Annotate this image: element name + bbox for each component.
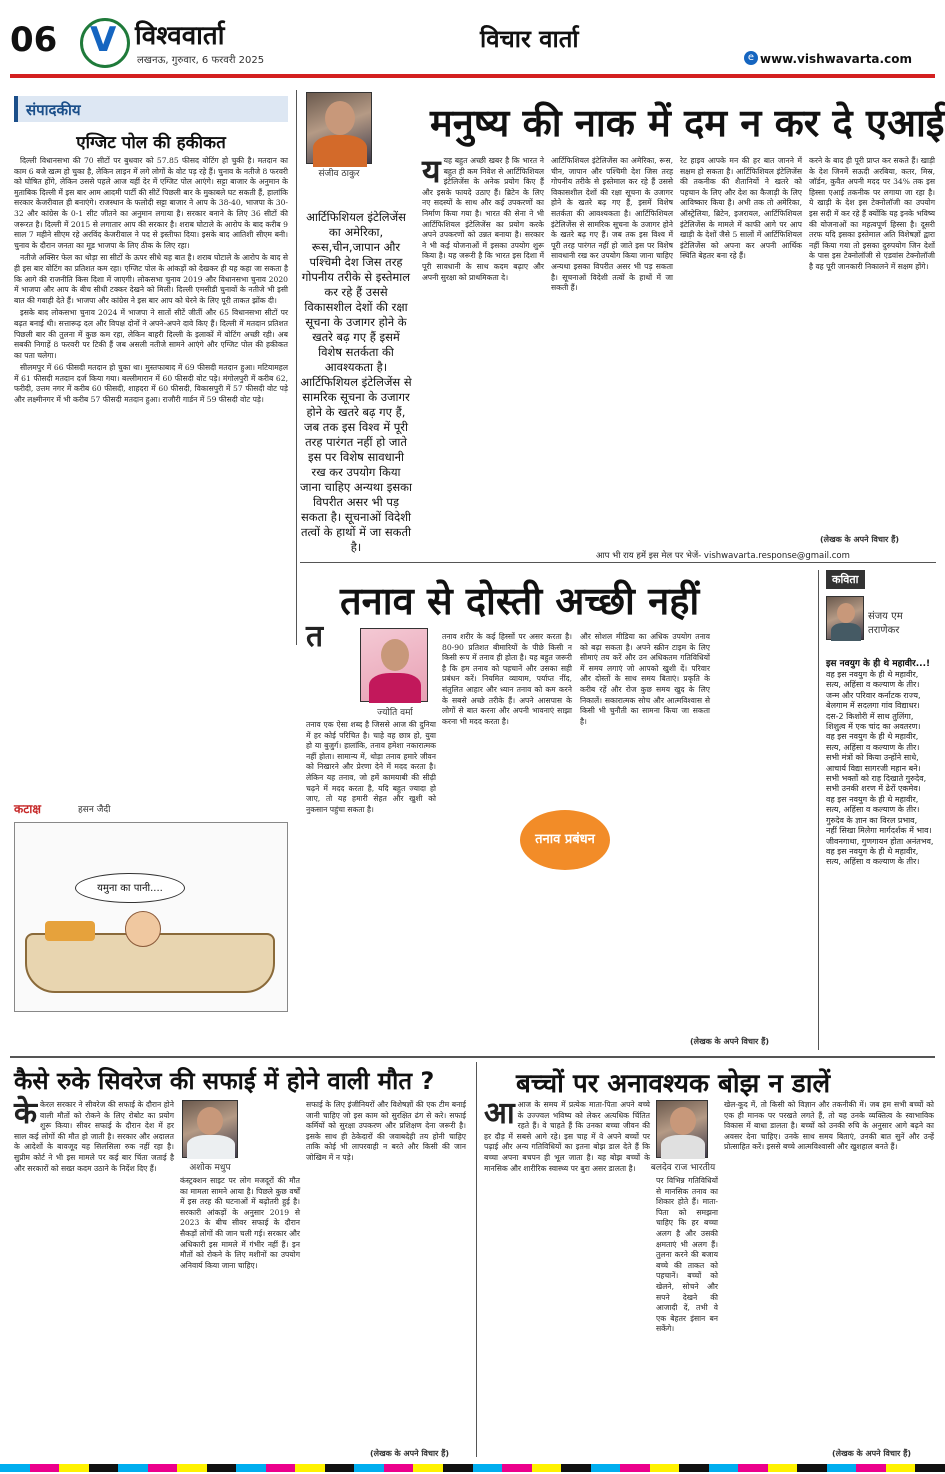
column-divider <box>818 570 819 1050</box>
poem-line: सभी भक्तों को राह दिखाते गुरुदेव, <box>826 774 927 784</box>
cartoon-panel <box>14 822 288 1012</box>
poem-line: आचार्य विद्या सागरजी महान बने। <box>826 763 921 773</box>
poem-line: जन्म और परिवार कर्नाटक राज्य, <box>826 690 921 700</box>
signoff-sewer: (लेखक के अपने विचार हैं) <box>370 1449 449 1458</box>
editorial-body <box>14 156 288 796</box>
poem-line: गुरुदेव के ज्ञान का विरल प्रभाव, <box>826 815 918 825</box>
column-divider <box>296 90 297 645</box>
author-photo-ai <box>306 92 372 164</box>
web-e-icon: e <box>744 51 758 65</box>
editorial-paragraph: सीलमपुर में 66 फीसदी मतदान हो चुका था। मुस्तफाबाद में 69 फीसदी मतदान हुआ। मटियामहल में 61 फीसदी मतदान दर्ज किया गया। बल्लीमारान में 60 फीसदी वोट पड़े। मंगोलपुरी में करीब 62, फरीदी, उत्तम नगर में करीब 60 फीसदी, शाहदरा में 60 फीसदी, विकासपुरी में 57 फीसदी वोट पड़े और लक्ष्मीनगर में भी करीब 57 फीसदी मतदान हुआ। राजौरी गार्डन में 59 फीसदी वोट पड़े। <box>14 363 288 405</box>
tap-illustration <box>45 921 95 941</box>
article-stress-col3: और सोशल मीडिया का अधिक उपयोग तनाव को बढ़ा सकता है। अपने स्क्रीन टाइम के लिए सीमाएं तय करें और उन अधिकतम गतिविधियों में समय लगाएं जो आपको खुशी दें। परिवार और दोस्तों के साथ समय बिताएं। प्रकृति के करीब रहें और रोज कुछ समय खुद के लिए निकालें। सकारात्मक सोच और आत्मविश्वास से किसी भी चुनौती का सामना किया जा सकता है। <box>580 632 710 726</box>
poem-line: सत्य, अहिंसा व कल्याण के तीर। <box>826 857 920 867</box>
website-link[interactable]: www.vishwavarta.com <box>760 52 912 66</box>
poem-line: वह इस नवयुग के ही थे महावीर, <box>826 846 919 856</box>
poem-line: सत्य, अहिंसा व कल्याण के तीर। <box>826 742 920 752</box>
poem-line: सभी मंत्रों को किया उन्होंने साधे, <box>826 753 919 763</box>
print-registration-strip <box>0 1462 945 1474</box>
poem-label: कविता <box>826 570 865 589</box>
poet-photo <box>826 596 864 640</box>
article-children-col1 <box>484 1096 650 1455</box>
signoff-children: (लेखक के अपने विचार हैं) <box>832 1449 911 1458</box>
editorial-title: एग्जिट पोल की हकीकत <box>76 133 226 153</box>
dropcap: के <box>14 1096 38 1131</box>
poem-line: बेलगाम में सदलगा गांव विद्याधर। <box>826 701 920 711</box>
article-sewer-col2: कंस्ट्रक्शन साइट पर लोग मजदूरों की मौत का मामला सामने आया है। पिछले कुछ वर्षों में इस तरह की घटनाओं में बढ़ोतरी हुई है। सरकारी आंकड़ों के अनुसार 2019 से 2023 के बीच सीवर सफाई के दौरान सैकड़ों लोगों की जान चली गई। सरकार और अधिकारी इस मामले में गंभीर नहीं हैं। इन मौतों को रोकने के लिए मशीनों का उपयोग अनिवार्य किया जाना चाहिए। <box>180 1176 300 1270</box>
article-ai-col4: करने के बाद ही पूरी प्राप्त कर सकते हैं। खाड़ी के देश जिनमें सऊदी अरबिया, कतर, मिस्र, जॉर्डन, कुवैत अपनी मदद पर 34% तक इस हिस्सा एआई तकनीक पर लगाया जा रहा है। ये खाड़ी के देश इस टेक्नोलॉजी का उपयोग इस सदी में कर रहे हैं क्योंकि यह इनके भविष्य की योजनाओं का महत्वपूर्ण हिस्सा है। दूसरी तरफ यदि इसका इस्तेमाल अति विशेषज्ञों द्वारा नहीं किया गया तो इसका दुरुपयोग जिन देशों के पास इस टेक्नोलॉजी से एडवांस टेक्नोलॉजी है वह पूरी जानकारी निकालने में सक्षम होंगे। <box>809 156 935 271</box>
section-title: विचार वार्ता <box>480 25 579 53</box>
article-sewer-col1 <box>14 1096 174 1455</box>
article-stress-col1: तनाव एक ऐसा शब्द है जिससे आज की दुनिया में हर कोई परिचित है। चाहे वह छात्र हो, युवा हो या बुजुर्ग। हालांकि, तनाव हमेशा नकारात्मक नहीं होता। सामान्य में, थोड़ा तनाव हमारे जीवन को निखारने और प्रेरणा देने में मदद करता है। लेकिन यह तनाव, जो हमें कामयाबी की सीढ़ी चढ़ने में मदद करता है, यदि बहुत ज्यादा हो जाए, तो यह हमारी सेहत और खुशी को नुकसान पहुंचा सकता है। <box>306 720 436 814</box>
dropcap: आ <box>484 1096 515 1131</box>
poem-body <box>826 670 934 868</box>
editorial-paragraph: दिल्ली विधानसभा की 70 सीटों पर बुधवार को 57.85 फीसद वोटिंग हो चुकी है। मतदान का काम 6 बजे खत्म हो चुका है, लेकिन लाइन में लगे लोगों के वोट पड़ रहे हैं। चुनाव के नतीजे 8 फरवरी को घोषित होंगे, लेकिन उससे पहले आज यहीं देर में एग्जिट पोल आएंगे। सट्टा बाजार के अनुमान के मुताबिक दिल्ली में इस बार आम आदमी पार्टी की सीटें पिछली बार के मुकाबले घट सकती हैं, हालांकि सरकार केजरीवाल ही बनाएंगे। राजस्थान के फलोदी सट्टा बाजार ने आप के 38-40, भाजपा के 30-32 और कांग्रेस के 0-1 सीट जीतने का अनुमान लगाया है। सरकार बनाने के लिए 36 सीटों की जरूरत है। दिल्ली में 2015 से लगातार आप की सरकार है। शराब घोटाले के आरोप के बाद करीब 9 साल 7 महीने सीएम रहे अरविंद केजरीवाल ने पद से इस्तीफा दिया। इसके बाद आतिशी सीएम बनी। चुनाव के दौरान जनता का मूड भाजपा के लिए ठीक के लिए रहा। <box>14 156 288 250</box>
author-name-stress: ज्योति वर्मा <box>377 708 413 718</box>
poem-line: दस-2 किशोरी में साथ तुलिंगा, <box>826 711 914 721</box>
brand-name: विश्ववार्ता <box>135 21 225 51</box>
speech-bubble: यमुना का पानी.... <box>75 873 185 903</box>
article-sewer-col1-text: केरल सरकार ने सीवरेज की सफाई के दौरान होने वाली मौतों को रोकने के लिए रोबोट का प्रयोग शुरू किया। सीवर सफाई के दौरान देश में हर साल कई लोगों की मौत हो जाती है। सरकार और अदालत के आदेशों के बावजूद यह सिलसिला रुक नहीं रहा है। सुप्रीम कोर्ट ने भी इस मामले पर कई बार चिंता जताई है और सरकारों को सख्त कदम उठाने के निर्देश दिए हैं। <box>14 1100 174 1173</box>
dropcap-stress: त <box>306 619 324 654</box>
author-photo-stress <box>360 628 428 702</box>
headline-children: बच्चों पर अनावश्यक बोझ न डालें <box>516 1069 831 1099</box>
author-photo-children <box>656 1100 708 1158</box>
article-ai-col1 <box>422 152 544 541</box>
poem-line: वह इस नवयुग के ही थे महावीर, <box>826 794 919 804</box>
editorial-label: संपादकीय <box>14 96 288 122</box>
author-photo-sewer <box>182 1100 238 1158</box>
poem-line: सत्य, अहिंसा व कल्याण के तीर। <box>826 805 920 815</box>
contact-note: आप भी राय हमें इस मेल पर भेजें- vishwavarta.response@gmail.com <box>596 551 850 561</box>
pullquote-ai: आर्टिफिशियल इंटेलिजेंस का अमेरिका, रूस,चीन,जापान और पश्चिमी देश जिस तरह गोपनीय तरीके से इस्तेमाल कर रहे हैं उससे विकासशील देशों की रक्षा सूचना के उजागर होने के खतरे बढ़ गए हैं इसमें विशेष सतर्कता की आवश्यकता है। आर्टिफिशियल इंटेलिजेंस से सामरिक सूचना के उजागर होने के खतरे बढ़ गए हैं, जब तक इस विश्व में पूरी तरह पारंगत नहीं हो जाते इस पर विशेष सावधानी रख कर उपयोग किया जाना चाहिए अन्यथा इसका विपरीत असर भी पड़ सकता है। सूचनाओं विदेशी तत्वों के हाथों में जा सकती है। <box>300 210 412 554</box>
cartoon-label: कटाक्ष <box>14 802 41 816</box>
poem-title: इस नवयुग के ही थे महावीर...! <box>826 659 931 669</box>
section-divider <box>10 1056 935 1058</box>
page-number: 06 <box>10 20 58 60</box>
headline-ai: मनुष्य की नाक में दम न कर दे एआई <box>430 101 945 145</box>
author-name-ai: संजीव ठाकुर <box>318 169 360 179</box>
editorial-paragraph: इसके बाद लोकसभा चुनाव 2024 में भाजपा ने सातों सीटें जीतीं और 65 विधानसभा सीटों पर बढ़त बनाई थी। सत्तारूढ़ दल और विपक्ष दोनों ने अपने-अपने दावे किए हैं। दिल्ली में मतदान प्रतिशत पिछली बार की तुलना में कुछ कम रहा, लेकिन बाहरी दिल्ली के इलाकों में वोटिंग अच्छी रही। अब सबकी निगाहें 8 फरवरी पर टिकी हैं जब असली नतीजे सामने आएंगे और एग्जिट पोल की हकीकत का पता चलेगा। <box>14 308 288 360</box>
headline-stress: तनाव से दोस्ती अच्छी नहीं <box>340 579 700 623</box>
tag-badge: तनाव प्रबंधन <box>520 810 610 870</box>
section-divider <box>300 562 936 563</box>
masthead-rule <box>10 74 935 78</box>
dateline: लखनऊ, गुरुवार, 6 फरवरी 2025 <box>137 55 265 66</box>
logo-mark-icon: V <box>90 20 117 60</box>
poem-line: वह इस नवयुग के ही थे महावीर, <box>826 732 919 742</box>
column-divider <box>476 1062 477 1457</box>
article-children-col1-text: आज के समय में प्रत्येक माता-पिता अपने बच्चे के उज्ज्वल भविष्य को लेकर अत्यधिक चिंतित रहते हैं। वे चाहते हैं कि उनका बच्चा जीवन की हर दौड़ में सबसे आगे रहे। इस चाह में वे अपने बच्चों पर पढ़ाई और अन्य गतिविधियों का इतना बोझ डाल देते हैं कि बच्चा अपना बचपन ही भूल जाता है। यह बोझ बच्चों के मानसिक और शारीरिक स्वास्थ्य पर बुरा असर डालता है। <box>484 1100 650 1173</box>
article-stress-col2: तनाव शरीर के कई हिस्सों पर असर करता है। 80-90 प्रतिशत बीमारियों के पीछे किसी न किसी रूप में तनाव ही होता है। यह बहुत जरूरी है कि हम तनाव को पहचानें और उसका सही प्रबंधन करें। नियमित व्यायाम, पर्याप्त नींद, संतुलित आहार और ध्यान तनाव को कम करने के सबसे अच्छे तरीके हैं। अपने आसपास के लोगों से बात करना और अपनी भावनाएं साझा करना भी मदद करता है। <box>442 632 572 726</box>
poem-line: सत्य, अहिंसा व कल्याण के तीर। <box>826 680 920 690</box>
poem-line: नहीं सिखा मिलेगा मार्गदर्शक में भाव। <box>826 826 932 836</box>
poem-line: वह इस नवयुग के ही थे महावीर, <box>826 670 919 679</box>
signoff-stress: (लेखक के अपने विचार हैं) <box>690 1037 769 1046</box>
character-head-illustration <box>125 911 161 947</box>
author-name-children: बलदेव राज भारतीय <box>650 1163 716 1173</box>
article-ai-col2: आर्टिफिशियल इंटेलिजेंस का अमेरिका, रूस, चीन, जापान और पश्चिमी देश जिस तरह गोपनीय तरीके से इस्तेमाल कर रहे हैं उससे विकासशील देशों की रक्षा सूचना के उजागर होने के खतरे बढ़ गए हैं, इसमें विशेष सतर्कता की आवश्यकता है। आर्टिफिशियल इंटेलिजेंस से सामरिक सूचना के उजागर होने के खतरे बढ़ गए हैं। जब तक इस विश्व में पूरी तरह पारंगत नहीं हो जाते इस पर विशेष सावधानी रख कर उपयोग किया जाना चाहिए अन्यथा इसका विपरीत असर भी पड़ सकता है। सूचनाओं विदेशी तत्वों के हाथों में जा सकती हैं। <box>551 156 673 293</box>
dropcap: य <box>422 152 441 190</box>
article-ai-col3: रेट हाइव आपके मन की हर बात जानने में सक्षम हो सकता है। आर्टिफिशियल इंटेलिजेंस की तकनीक की शैतानियों ने खतरे को पहचान के लिए और देश का कैजाड़ी के लिए आविष्कार किया है। अभी तक तो अमेरिका, ऑस्ट्रेलिया, ब्रिटेन, इजरायल, आर्टिफिशियल इंटेलिजेंस के मामले में काफी आगे पर आप खाड़ी के देशों जैसे 5 सालों में आर्टिफिशियल इंटेलिजेंस को अपना कर अपनी आर्थिक स्थिति बेहतर बना रहे हैं। <box>680 156 802 261</box>
article-ai-col1-text: यह बहुत अच्छी खबर है कि भारत ने बहुत ही कम निवेश से आर्टिफिशियल इंटेलिजेंस के अनेक प्रयोग किए हैं और इसके फायदे उठाए हैं। ब्रिटेन के लिए नए सदस्यों के साथ और कई उपकरणों का निर्माण किया गया है। भारत की सेना ने भी आर्टिफिशियल इंटेलिजेंस का प्रयोग करके अपने उपकरणों को उन्नत बनाया है। सरकार ने भी कई योजनाओं में इसका उपयोग शुरू किया है। यह जरूरी है कि भारत इस दिशा में पूरी सावधानी के साथ कदम बढ़ाए और अपनी सुरक्षा को प्राथमिकता दे। <box>422 156 544 282</box>
poet-name: संजय एम तराणेकर <box>868 611 903 636</box>
headline-sewer: कैसे रुके सिवरेज की सफाई में होने वाली मौत ? <box>14 1067 435 1095</box>
article-children-col3: खेल-कूद में, तो किसी को विज्ञान और तकनीकी में। जब हम सभी बच्चों को एक ही मानक पर परखते लगते हैं, तो यह उनके व्यक्तित्व के स्वाभाविक विकास में बाधा डालता है। बच्चों को उनकी रुचि के अनुसार आगे बढ़ने का अवसर देना चाहिए। उनके साथ समय बिताएं, उनकी बात सुनें और उन्हें प्रोत्साहित करें। इससे बच्चे आत्मविश्वासी और खुशहाल बनते हैं। <box>724 1100 934 1152</box>
signoff-ai: (लेखक के अपने विचार हैं) <box>820 535 899 544</box>
article-sewer-col3: सफाई के लिए इंजीनियरों और विशेषज्ञों की एक टीम बनाई जानी चाहिए जो इस काम को सुरक्षित ढंग से करे। सफाई कर्मियों को सुरक्षा उपकरण और प्रशिक्षण देना जरूरी है। इसके साथ ही ठेकेदारों की जवाबदेही तय होनी चाहिए ताकि कोई भी लापरवाही न बरते और किसी की जान जोखिम में न पड़े। <box>306 1100 466 1162</box>
poem-line: जीवनगाथा, गुणगायन होता अनंतभव, <box>826 836 934 846</box>
poem-line: शिशुत्व में एक चांद का अवतरण। <box>826 722 921 732</box>
poem-line: सभी उनकी शरण में ढेरों एकमेव। <box>826 784 921 794</box>
article-children-col2: पर विभिन्न गतिविधियों से मानसिक तनाव का शिकार होते हैं। माता-पिता को समझना चाहिए कि हर बच्चा अलग है और उसकी क्षमताएं भी अलग हैं। तुलना करने की बजाय बच्चे की ताकत को पहचानें। बच्चों को खेलने, सोचने और सपने देखने की आजादी दें, तभी वे एक बेहतर इंसान बन सकेंगे। <box>656 1176 718 1334</box>
author-name-sewer: अशोक मधुप <box>189 1163 231 1173</box>
cartoon-artist: हसन जैदी <box>78 805 111 815</box>
editorial-paragraph: नतीजे अक्सिर फेल का थोड़ा सा सीटों के ऊपर सीधे यह बात है। शराब घोटाले के आरोप के बाद से ही इस बार वोटिंग का प्रतिशत कम रहा। एग्जिट पोल के आंकड़ों को देखकर ही यह कहा जा सकता है कि आगे की राजनीति किस दिशा में जाएगी। लोकसभा चुनाव 2019 और विधानसभा चुनाव 2020 में भाजपा और आप के बीच सीधी टक्कर देखने को मिली। दिल्ली एमसीडी चुनावों के नतीजे भी इसी बात की गवाही देते हैं। भाजपा और कांग्रेस ने इस बार आप को घेरने के लिए पूरी ताकत झोंक दी। <box>14 253 288 305</box>
